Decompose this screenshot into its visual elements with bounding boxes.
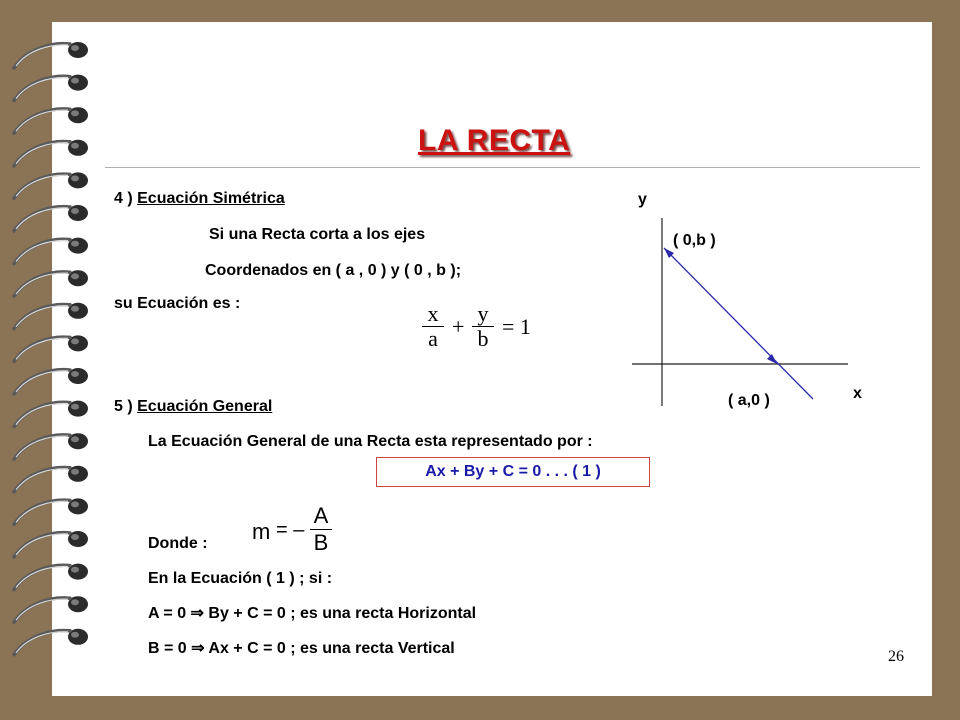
condition-intro: En la Ecuación ( 1 ) ; si :	[148, 570, 333, 587]
section4-line2: Coordenados en ( a , 0 ) y ( 0 , b );	[205, 262, 462, 279]
spiral-ring	[14, 433, 88, 459]
spiral-ring	[14, 238, 88, 264]
arrowhead-down-icon	[767, 354, 777, 364]
y-axis-label: y	[638, 191, 647, 208]
donde-label: Donde :	[148, 535, 208, 552]
condition-vertical: B = 0 ⇒ Ax + C = 0 ; es una recta Vertical	[148, 640, 455, 657]
spiral-binding-icon	[0, 0, 110, 720]
point-b-label: ( 0,b )	[673, 232, 716, 249]
spiral-ring	[14, 629, 88, 655]
spiral-ring	[14, 596, 88, 622]
formula-plus: +	[452, 314, 465, 339]
spiral-ring	[14, 42, 88, 68]
spiral-ring	[14, 172, 88, 198]
formula-a: a	[428, 326, 438, 351]
section4-number: 4 )	[114, 190, 138, 207]
spiral-ring	[14, 368, 88, 394]
spiral-ring	[14, 401, 88, 427]
page-number: 26	[888, 648, 904, 665]
point-a-label: ( a,0 )	[728, 392, 770, 409]
spiral-ring	[14, 205, 88, 231]
slope-numerator: A	[313, 503, 329, 528]
section5-title: Ecuación General	[137, 398, 273, 415]
spiral-ring	[14, 498, 88, 524]
section5-number: 5 )	[114, 398, 138, 415]
section5-heading	[114, 398, 272, 416]
spiral-ring	[14, 75, 88, 101]
formula-b: b	[477, 326, 489, 351]
line-segment	[664, 248, 813, 399]
section4-title: Ecuación Simétrica	[137, 190, 285, 207]
formula-y: y	[477, 301, 489, 326]
section4-heading	[114, 190, 285, 208]
section5-intro: La Ecuación General de una Recta esta representado por :	[148, 433, 593, 450]
section4-line3: su Ecuación es :	[114, 295, 241, 312]
spiral-ring	[14, 107, 88, 133]
slope-eq-minus: = –	[276, 519, 305, 541]
spiral-ring	[14, 335, 88, 361]
section4-line1: Si una Recta corta a los ejes	[209, 226, 426, 243]
spiral-ring	[14, 466, 88, 492]
spiral-ring	[14, 270, 88, 296]
x-axis-label: x	[853, 385, 862, 402]
title-divider	[105, 167, 920, 168]
slope-m: m	[252, 519, 271, 544]
line-graph	[620, 190, 880, 420]
spiral-ring	[14, 140, 88, 166]
formula-x: x	[427, 301, 439, 326]
page-title: LA RECTA	[418, 124, 571, 157]
general-equation-box: Ax + By + C = 0 . . . ( 1 )	[376, 457, 650, 487]
spiral-ring	[14, 303, 88, 329]
spiral-ring	[14, 531, 88, 557]
slope-denominator: B	[313, 530, 329, 555]
condition-horizontal: A = 0 ⇒ By + C = 0 ; es una recta Horizontal	[148, 605, 477, 622]
spiral-ring	[14, 564, 88, 590]
formula-equals: = 1	[502, 314, 531, 339]
